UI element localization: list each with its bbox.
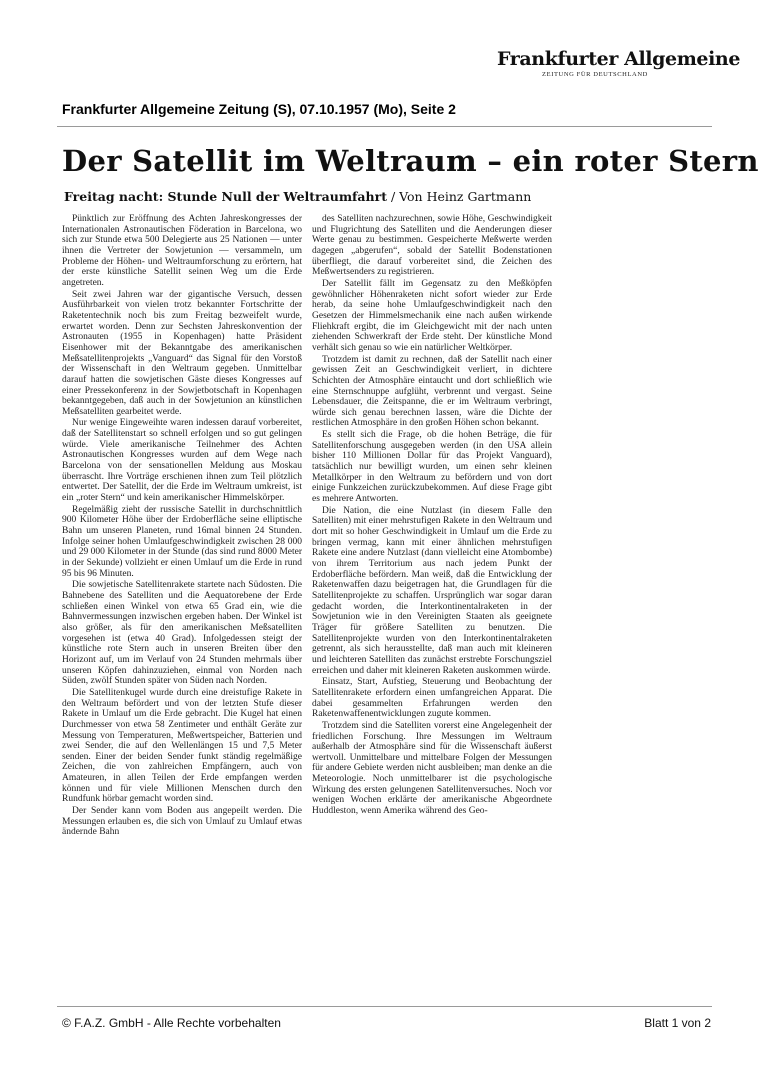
paragraph: Trotzdem sind die Satelliten vorerst eine Angelegenheit der friedlichen Forschung. Ihre Messungen im Weltraum außerhalb der Atmosphäre sind für die Wissenschaft äußerst wertvoll. Unmittelbare und mittelbare Folgen der Messungen für andere Gebiete werden nicht ausbleiben; man denke an die Meteorologie. Noch unmittelbarer ist die psychologische Wirkung des ersten gelungenen Satellitenversuches. Noch vor wenigen Wochen erklärte der amerikanische Abgeordnete Huddleston, wenn Amerika während des Geo- xyxy=(312,720,552,817)
page-indicator: Blatt 1 von 2 xyxy=(644,1016,711,1030)
paragraph: Die Satellitenkugel wurde durch eine dreistufige Rakete in den Weltraum befördert und von der letzten Stufe dieser Rakete in Umlauf um die Erde gebracht. Die Kugel hat einen Durchmesser von etwa 58 Zentimeter und enthält Geräte zur Messung von Temperaturen, Meßwertspeicher, Batterien und zwei Sender, die auf den Wellenlängen 15 und 7,5 Meter senden. Einer der beiden Sender funkt ständig regelmäßige Zeichen, die von zahlreichen Empfängern, auch von Amateuren, in allen Teilen der Erde empfangen werden können und für viele Millionen Menschen durch den Rundfunk hörbar gemacht worden sind. xyxy=(62,687,302,805)
article-headline: Der Satellit im Weltraum – ein roter Stern xyxy=(62,144,759,178)
article-kicker: Freitag nacht: Stunde Null der Weltraumfahrt xyxy=(64,189,387,204)
newspaper-masthead xyxy=(497,48,741,78)
paragraph: Die Nation, die eine Nutzlast (in diesem Falle den Satelliten) mit einer mehrstufigen Rakete in den Weltraum und dort mit so hoher Geschwindigkeit in Umlauf um die Erde zu bringen vermag, kann mit einer ähnlichen mehrstufigen Rakete eine andere Nutzlast (dann vielleicht eine Atombombe) von ihrem Territorium aus nach jedem Punkt der Erdoberfläche befördern. Man weiß, daß die Entwicklung der Raketenwaffen dazu beigetragen hat, die Grundlagen für die Satellitenprojekte zu schaffen. Ursprünglich war sogar daran gedacht worden, die Interkontinentalraketen in der Sowjetunion wie in den Vereinigten Staaten als geeignete Träger für größere Satelliten zu benutzen. Die Satellitenprojekte wurden von den Interkontinentalraketen getrennt, als sich herausstellte, daß man auch mit kleineren und leichteren Satelliten das zunächst erstrebte Forschungsziel erreichen und daher mit kleineren Raketen auskommen würde. xyxy=(312,505,552,676)
article-byline: Von Heinz Gartmann xyxy=(399,189,532,204)
paragraph: Der Sender kann vom Boden aus angepeilt werden. Die Messungen erlauben es, die sich von Umlauf zu Umlauf etwas ändernde Bahn xyxy=(62,806,302,838)
paragraph: Nur wenige Eingeweihte waren indessen darauf vorbereitet, daß der Satellitenstart so schnell erfolgen und so gut gelingen würde. Viele amerikanische Teilnehmer des Achten Astronautischen Kongresses wurden auf dem Wege nach Barcelona von der sensationellen Meldung aus Moskau überrascht. Ihre Vorträge erschienen ihnen zum Teil plötzlich entwertet. Der Satellit, der die Erde im Weltraum umkreist, ist ein „roter Stern“ und kein amerikanischer Himmelskörper. xyxy=(62,418,302,504)
paragraph: Regelmäßig zieht der russische Satellit in durchschnittlich 900 Kilometer Höhe über der Erdoberfläche seine elliptische Bahn um unseren Planeten, rund 16mal binnen 24 Stunden. Infolge seiner hohen Umlaufgeschwindigkeit zwischen 28 000 und 29 000 Kilometer in der Stunde (das sind rund 8000 Meter in der Sekunde) vollzieht er einen Umlauf um die Erde in rund 95 bis 96 Minuten. xyxy=(62,504,302,579)
publication-info: Frankfurter Allgemeine Zeitung (S), 07.10.1957 (Mo), Seite 2 xyxy=(62,101,456,117)
paragraph: Die sowjetische Satellitenrakete startete nach Südosten. Die Bahnebene des Satelliten und die Aequatorebene der Erde schließen einen Winkel von etwa 65 Grad ein, wie die Bahnvermessungen inzwischen ergeben haben. Der Winkel ist also größer, als für den amerikanischen Meßsatelliten vorgesehen ist (etwa 40 Grad). Infolgedessen steigt der künstliche rote Stern auch in unseren Breiten über den Horizont auf, um im Verlauf von 24 Stunden mehrmals über unseren Köpfen dahinzuziehen, einmal von Norden nach Süden, zwölf Stunden später von Süden nach Norden. xyxy=(62,580,302,687)
header-divider xyxy=(57,126,712,127)
paragraph: Trotzdem ist damit zu rechnen, daß der Satellit nach einer gewissen Zeit an Geschwindigkeit verliert, in dichtere Schichten der Atmosphäre eintaucht und dort schließlich wie eine Sternschnuppe aufglüht, verbrennt und vergast. Seine Lebensdauer, die Zeitspanne, die er im Weltraum verbringt, würde sich genau berechnen lassen, wäre die Dichte der restlichen Atmosphäre in den großen Höhen schon bekannt. xyxy=(312,354,552,429)
paragraph: Der Satellit fällt im Gegensatz zu den Meßköpfen gewöhnlicher Höhenraketen nicht sofort wieder zur Erde herab, da seine hohe Umlaufgeschwindigkeit nach den Gesetzen der Himmelsmechanik eine nach außen wirkende Fliehkraft ergibt, die im Gleichgewicht mit der nach unten ziehenden Schwerkraft der Erde steht. Der künstliche Mond verhält sich genau so wie ein natürlicher Weltkörper. xyxy=(312,278,552,353)
masthead-subtitle: ZEITUNG FÜR DEUTSCHLAND xyxy=(542,71,648,78)
masthead-title: Frankfurter Allgemeine xyxy=(497,48,741,70)
copyright-notice: © F.A.Z. GmbH - Alle Rechte vorbehalten xyxy=(62,1016,281,1030)
article-subhead xyxy=(64,189,531,204)
article-column-left xyxy=(62,214,302,996)
footer-divider xyxy=(57,1006,712,1007)
byline-separator: / xyxy=(390,189,400,204)
paragraph: Pünktlich zur Eröffnung des Achten Jahreskongresses der Internationalen Astronautischen Föderation in Barcelona, wo sich zur Stunde etwa 500 Delegierte aus 25 Nationen — unter ihnen die Vertreter der Sowjetunion — versammeln, um Probleme der Höhen- und Weltraumforschung zu erörtern, hat der erste künstliche Satellit seinen Weg um die Erde angetreten. xyxy=(62,214,302,288)
paragraph: Seit zwei Jahren war der gigantische Versuch, dessen Ausführbarkeit von vielen trotz bekannter Fortschritte der Raketentechnik noch bis zum Freitag bezweifelt wurde, erwartet worden. Denn zur Sechsten Jahreskonvention der Astronauten (1955 in Kopenhagen) hatte Präsident Eisenhower mit der Bekanntgabe des amerikanischen Meßsatellitenprojekts „Vanguard“ das Signal für den Vorstoß der Wissenschaft in den Weltraum gegeben. Unmittelbar darauf hatten die sowjetischen Gäste dieses Kongresses auf einer Pressekonferenz in der Sowjetbotschaft in Kopenhagen bekanntgegeben, daß auch in der Sowjetunion an künstlichen Meßsatelliten gearbeitet werde. xyxy=(62,289,302,417)
article-column-right xyxy=(312,214,552,996)
paragraph: des Satelliten nachzurechnen, sowie Höhe, Geschwindigkeit und Flugrichtung des Satelliten und die Aenderungen dieser Werte genau zu bestimmen. Gespeicherte Meßwerte werden dagegen „abgerufen“, sobald der Satellit Bodenstationen überfliegt, die darauf vorbereitet sind, die Zeichen des Meßwertsenders zu registrieren. xyxy=(312,214,552,278)
paragraph: Es stellt sich die Frage, ob die hohen Beträge, die für Satellitenforschung ausgegeben werden (in den USA allein bisher 110 Millionen Dollar für das Projekt Vanguard), tatsächlich nur bewilligt wurden, um einen sehr kleinen Metallkörper in den Weltraum zu befördern und von dort einige Funkzeichen zurückzubekommen. Auf diese Frage gibt es mehrere Antworten. xyxy=(312,430,552,505)
paragraph: Einsatz, Start, Aufstieg, Steuerung und Beobachtung der Satellitenrakete erfordern einen umfangreichen Apparat. Die dabei gesammelten Erfahrungen werden den Raketenwaffenentwicklungen zugute kommen. xyxy=(312,677,552,720)
